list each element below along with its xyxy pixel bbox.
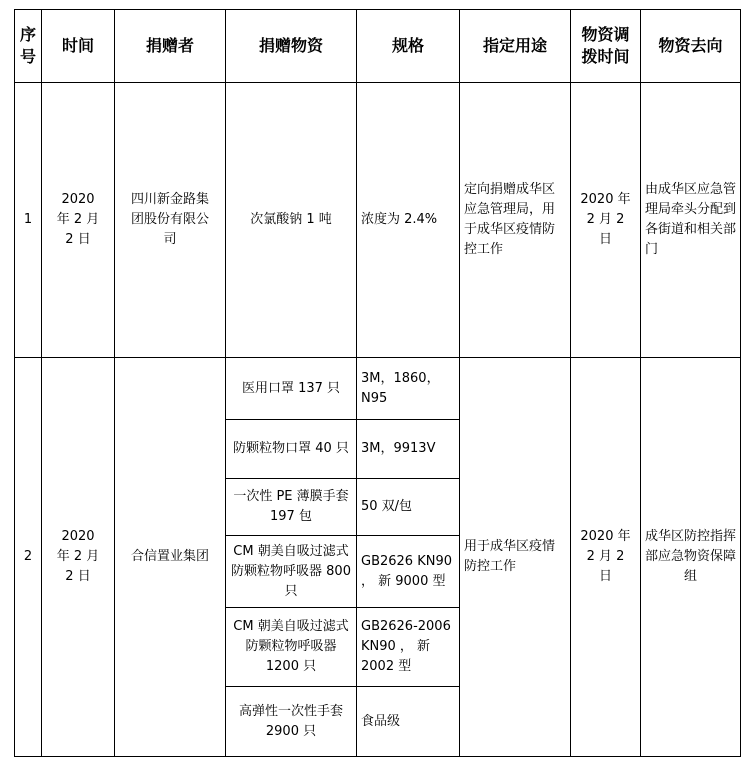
row-seq: 1 <box>15 83 42 358</box>
header-donor: 捐赠者 <box>115 10 226 83</box>
row-time: 2020 年 2 月 2 日 <box>42 83 115 358</box>
donation-table <box>14 9 741 757</box>
row-purpose: 定向捐赠成华区应急管理局，用于成华区疫情防控工作 <box>460 83 571 358</box>
row-time: 2020 年 2 月 2 日 <box>42 358 115 757</box>
table-row <box>15 83 741 358</box>
item-goods: 高弹性一次性手套 2900 只 <box>226 687 357 757</box>
row-goods: 次氯酸钠 1 吨 <box>226 83 357 358</box>
table-row <box>15 358 741 420</box>
header-spec: 规格 <box>357 10 460 83</box>
row-donor: 四川新金路集团股份有限公司 <box>115 83 226 358</box>
row-destination: 成华区防控指挥部应急物资保障组 <box>641 358 741 757</box>
row-destination: 由成华区应急管理局牵头分配到各街道和相关部门 <box>641 83 741 358</box>
item-goods: CM 朝美自吸过滤式防颗粒物呼吸器 800 只 <box>226 536 357 608</box>
item-goods: 医用口罩 137 只 <box>226 358 357 420</box>
item-spec: GB2626 KN90 ， 新 9000 型 <box>357 536 460 608</box>
header-purpose: 指定用途 <box>460 10 571 83</box>
header-time: 时间 <box>42 10 115 83</box>
header-destination: 物资去向 <box>641 10 741 83</box>
row-spec: 浓度为 2.4% <box>357 83 460 358</box>
item-spec: 3M，1860，N95 <box>357 358 460 420</box>
header-seq: 序号 <box>15 10 42 83</box>
item-goods: 防颗粒物口罩 40 只 <box>226 420 357 479</box>
item-spec: 食品级 <box>357 687 460 757</box>
item-goods: 一次性 PE 薄膜手套 197 包 <box>226 479 357 536</box>
item-spec: GB2626-2006 KN90 ， 新 2002 型 <box>357 608 460 687</box>
header-allot-time: 物资调拨时间 <box>571 10 641 83</box>
item-spec: 3M，9913V <box>357 420 460 479</box>
item-goods: CM 朝美自吸过滤式防颗粒物呼吸器 1200 只 <box>226 608 357 687</box>
row-allot-time: 2020 年 2 月 2 日 <box>571 83 641 358</box>
header-row <box>15 10 741 83</box>
row-seq: 2 <box>15 358 42 757</box>
header-goods: 捐赠物资 <box>226 10 357 83</box>
row-allot-time: 2020 年 2 月 2 日 <box>571 358 641 757</box>
row-donor: 合信置业集团 <box>115 358 226 757</box>
row-purpose: 用于成华区疫情防控工作 <box>460 358 571 757</box>
item-spec: 50 双/包 <box>357 479 460 536</box>
